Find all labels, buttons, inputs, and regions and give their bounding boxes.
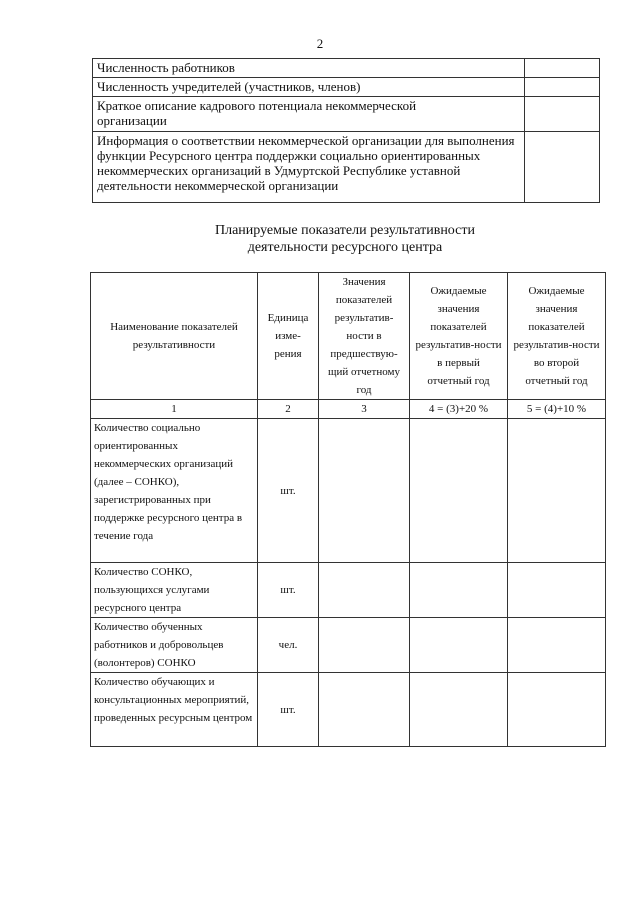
header-unit: Единица изме-рения bbox=[258, 273, 319, 400]
table-header-row bbox=[91, 273, 606, 400]
indicator-second-year-value bbox=[508, 673, 606, 747]
section-title-line-1: Планируемые показатели результативности bbox=[215, 223, 475, 238]
page-number: 2 bbox=[316, 36, 324, 51]
indicator-previous-value bbox=[319, 563, 410, 618]
table-row bbox=[93, 78, 600, 97]
indicator-name: Количество СОНКО, пользующихся услугами ресурсного центра bbox=[91, 563, 258, 618]
info-label-staff-potential: Краткое описание кадрового потенциала некоммерческой организации bbox=[93, 97, 525, 132]
indicator-first-year-value bbox=[410, 563, 508, 618]
indicator-second-year-value bbox=[508, 563, 606, 618]
indicator-previous-value bbox=[319, 673, 410, 747]
info-value-compliance bbox=[525, 132, 600, 203]
table-row bbox=[93, 97, 600, 132]
section-title-line-2: деятельности ресурсного центра bbox=[247, 240, 443, 255]
indicator-first-year-value bbox=[410, 618, 508, 673]
indicator-unit: чел. bbox=[258, 618, 319, 673]
indicator-name: Количество обучающих и консультационных мероприятий, проведенных ресурсным центром bbox=[91, 673, 258, 747]
numbering-col-5: 5 = (4)+10 % bbox=[508, 400, 606, 419]
table-row bbox=[93, 132, 600, 203]
numbering-col-1: 1 bbox=[91, 400, 258, 419]
info-label-founders: Численность учредителей (участников, членов) bbox=[93, 78, 525, 97]
table-row bbox=[91, 563, 606, 618]
table-row bbox=[91, 419, 606, 563]
indicator-name: Количество социально ориентированных некоммерческих организаций (далее – СОНКО), зарегистрированных при поддержке ресурсного центра в течение года bbox=[91, 419, 258, 563]
table-row bbox=[91, 618, 606, 673]
indicator-previous-value bbox=[319, 419, 410, 563]
table-row bbox=[93, 59, 600, 78]
indicator-second-year-value bbox=[508, 618, 606, 673]
header-previous-year: Значения показателей результатив-ности в предшествую-щий отчетному год bbox=[319, 273, 410, 400]
organization-info-table bbox=[92, 58, 600, 203]
header-indicator-name: Наименование показателей результативности bbox=[91, 273, 258, 400]
indicator-first-year-value bbox=[410, 419, 508, 563]
numbering-col-2: 2 bbox=[258, 400, 319, 419]
header-first-year: Ожидаемые значения показателей результатив-ности в первый отчетный год bbox=[410, 273, 508, 400]
indicator-name: Количество обученных работников и добровольцев (волонтеров) СОНКО bbox=[91, 618, 258, 673]
indicator-second-year-value bbox=[508, 419, 606, 563]
numbering-col-4: 4 = (3)+20 % bbox=[410, 400, 508, 419]
indicator-unit: шт. bbox=[258, 419, 319, 563]
header-second-year: Ожидаемые значения показателей результатив-ности во второй отчетный год bbox=[508, 273, 606, 400]
results-indicators-table bbox=[90, 272, 606, 747]
section-title bbox=[90, 222, 600, 256]
info-label-compliance: Информация о соответствии некоммерческой организации для выполнения функции Ресурсного центра поддержки социально ориентированных некоммерческих организаций в Удмуртской Республике уставной деятельности некоммерческой организации bbox=[93, 132, 525, 203]
info-label-workers: Численность работников bbox=[93, 59, 525, 78]
info-value-founders bbox=[525, 78, 600, 97]
info-value-staff-potential bbox=[525, 97, 600, 132]
indicator-unit: шт. bbox=[258, 673, 319, 747]
indicator-previous-value bbox=[319, 618, 410, 673]
indicator-first-year-value bbox=[410, 673, 508, 747]
info-value-workers bbox=[525, 59, 600, 78]
table-row bbox=[91, 673, 606, 747]
numbering-col-3: 3 bbox=[319, 400, 410, 419]
indicator-unit: шт. bbox=[258, 563, 319, 618]
numbering-row bbox=[91, 400, 606, 419]
